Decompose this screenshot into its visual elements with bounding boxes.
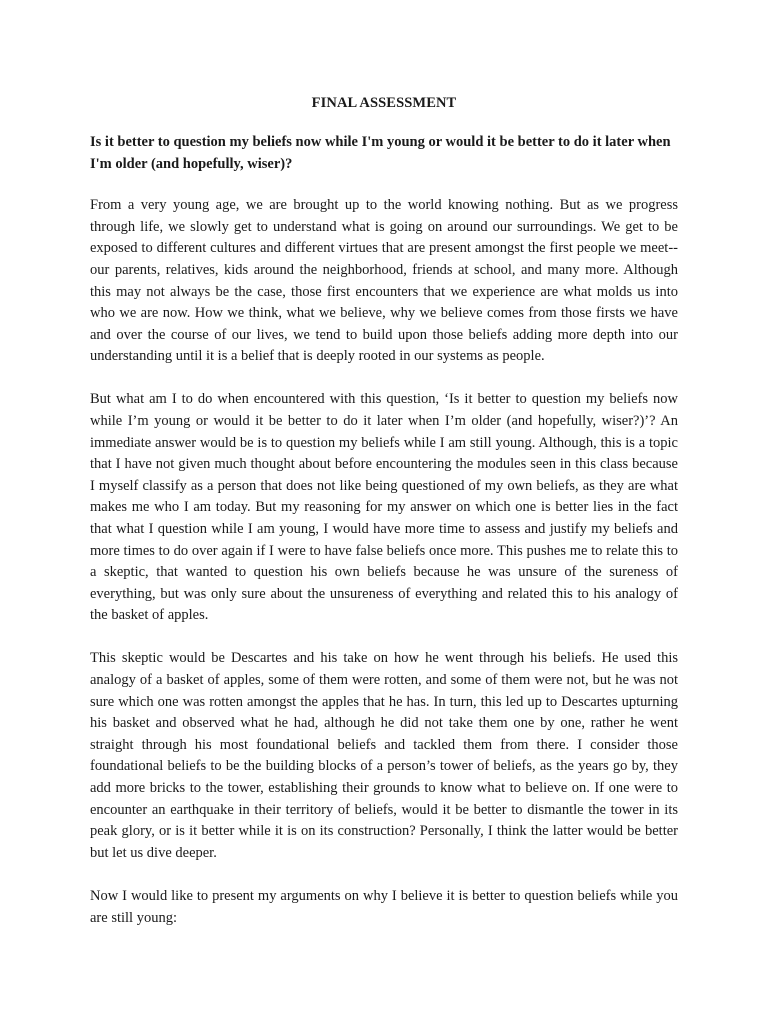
paragraph-answer: But what am I to do when encountered with this question, ‘Is it better to question my beliefs now while I’m young or would it be better to do it later when I’m older (and hopefully, wiser?)’? An immediate answer would be is to question my beliefs while I am still young. Although, this is a topic that I have not given much thought about before encountering the modules seen in this class because I myself classify as a person that does not like being questioned of my own beliefs, as they are what makes me who I am today. But my reasoning for my answer on which one is better lies in the fact that what I question while I am young, I would have more time to assess and justify my beliefs and more times to do over again if I were to have false beliefs once more. This pushes me to relate this to a skeptic, that wanted to question his own beliefs because he was unsure of the sureness of everything, but was only sure about the unsureness of everything and related this to his analogy of the basket of apples. bbox=[90, 391, 678, 624]
paragraph-descartes: This skeptic would be Descartes and his take on how he went through his beliefs. He used this analogy of a basket of apples, some of them were rotten, and some of them were not, but he was not sure which one was rotten amongst the apples that he has. In turn, this led up to Descartes upturning his basket and observed what he had, although he did not take them one by one, rather he went straight through his most foundational beliefs and tackled them from there. I consider those foundational beliefs to be the building blocks of a person’s tower of beliefs, as the years go by, they add more bricks to the tower, establishing their grounds to know what to believe on. If one were to encounter an earthquake in their territory of beliefs, would it be better to dismantle the tower in its peak glory, or is it better while it is on its construction? Personally, I think the latter would be better but let us dive deeper. bbox=[90, 650, 678, 861]
assessment-question: Is it better to question my beliefs now while I'm young or would it be better to do it later when I'm older (and hopefully, wiser)? bbox=[90, 134, 671, 172]
document-page bbox=[90, 94, 678, 951]
paragraph-intro: From a very young age, we are brought up to the world knowing nothing. But as we progress through life, we slowly get to understand what is going on around our surroundings. We get to be exposed to different cultures and different virtues that are present amongst the first people we meet-- our parents, relatives, kids around the neighborhood, friends at school, and many more. Although this may not always be the case, those first encounters that we experience are what molds us into who we are now. How we think, what we believe, why we believe comes from those firsts we have and over the course of our lives, we tend to build upon those beliefs adding more depth into our understanding until it is a belief that is deeply rooted in our systems as people. bbox=[90, 197, 678, 365]
document-title: FINAL ASSESSMENT bbox=[311, 95, 457, 111]
paragraph-arguments-intro: Now I would like to present my arguments on why I believe it is better to question beliefs while you are still young: bbox=[90, 887, 678, 926]
